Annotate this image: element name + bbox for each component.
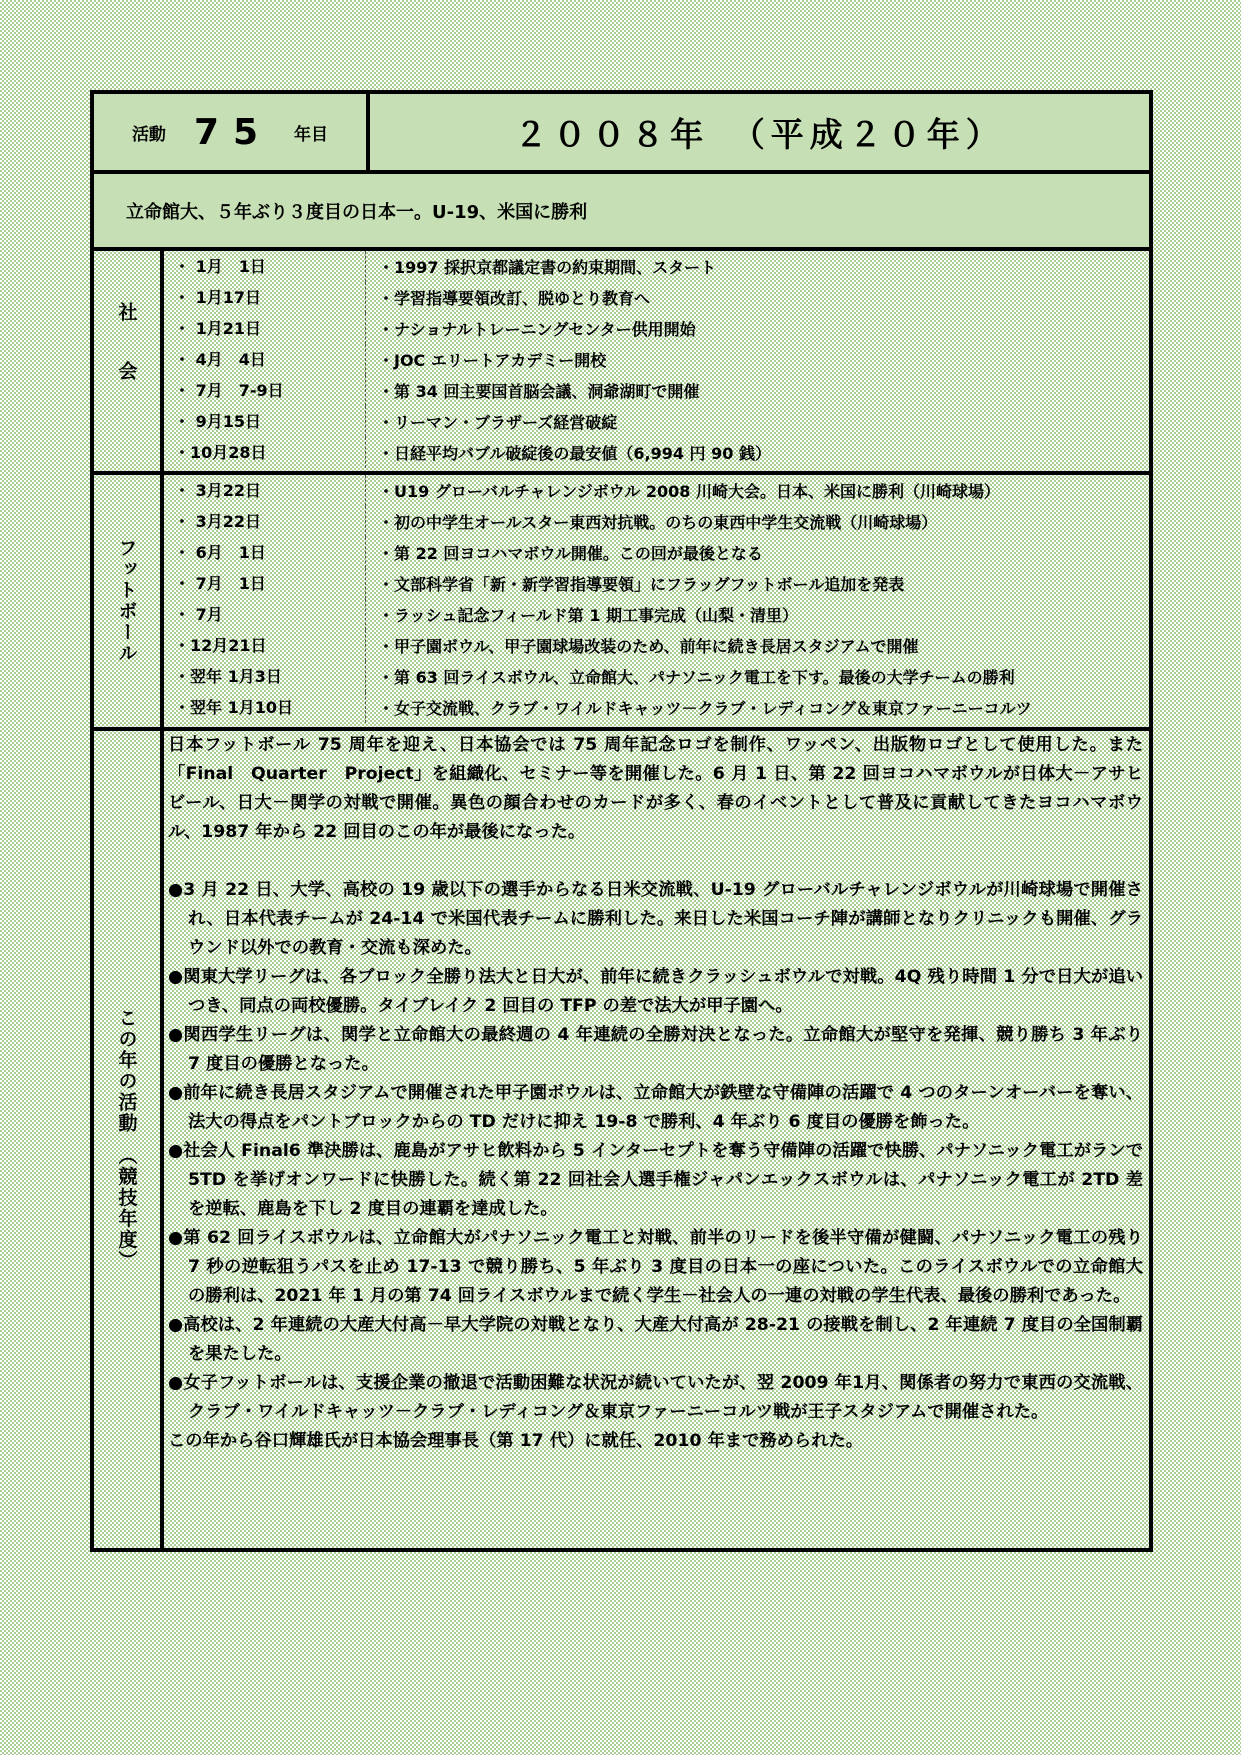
event-date: ・ 1月17日 [164,282,366,313]
event-date: ・ 7月 1日 [164,568,366,599]
event-description: ・初の中学生オールスター東西対抗戦。のちの東西中学生交流戦（川崎球場） [378,513,938,532]
society-label [94,251,164,471]
event-description: ・ラッシュ記念フィールド第 1 期工事完成（山梨・清里） [378,606,799,625]
event-description: ・ナショナルトレーニングセンター供用開始 [378,320,696,339]
football-rows [164,475,1149,727]
football-event-row [164,568,1149,599]
football-event-row [164,537,1149,568]
activity-body [168,731,1143,1548]
activity-suffix: 年目 [294,124,329,145]
activity-closing: この年から谷口輝雄氏が日本協会理事長（第 17 代）に就任、2010 年まで務められた。 [168,1431,864,1451]
event-date: ・翌年 1月10日 [164,692,366,723]
activity-bullet: ●関西学生リーグは、関学と立命館大の最終週の 4 年連続の全勝対決となった。立命館大が堅守を発揮、競り勝ち 3 年ぶり 7 度目の優勝となった。 [168,1025,1143,1074]
football-label [94,475,164,727]
activity-bullets [168,876,1143,1427]
event-description: ・女子交流戦、クラブ・ワイルドキャッツ－クラブ・レディコング＆東京ファーニーコルツ [378,699,1032,718]
society-event-row [164,313,1149,344]
society-event-row [164,282,1149,313]
activity-section [94,731,1149,1548]
event-description: ・文部科学省「新・新学習指導要領」にフラッグフットボール追加を発表 [378,575,905,594]
football-event-row [164,599,1149,630]
event-date: ・ 7月 7-9日 [164,375,366,406]
event-description: ・JOC エリートアカデミー開校 [378,351,607,370]
society-event-row [164,251,1149,282]
society-label-text: 社会 [115,302,138,420]
activity-bullet: ●高校は、2 年連続の大産大付高－早大学院の対戦となり、大産大付高が 28-21 の接戦を制し、2 年連続 7 度目の全国制覇を果たした。 [168,1315,1143,1364]
society-section [94,251,1149,475]
header [94,94,1149,174]
event-date: ・12月21日 [164,630,366,661]
event-description: ・U19 グローバルチャレンジボウル 2008 川崎大会。日本、米国に勝利（川崎球場） [378,482,1000,501]
headline: 立命館大、５年ぶり３度目の日本一。U-19、米国に勝利 [94,174,1149,251]
activity-bullet: ●社会人 Final6 準決勝は、鹿島がアサヒ飲料から 5 インターセプトを奪う守備陣の活躍で快勝、パナソニック電工がランで 5TD を挙げオンワードに快勝した。続く第 22 回社会人選手権ジャパンエックスボウルは、パナソニック電工が 2TD 差を逆転、鹿島を下し 2 度目の連覇を達成した。 [168,1141,1143,1219]
event-description: ・リーマン・ブラザーズ経営破綻 [378,413,618,432]
event-description: ・第 34 回主要国首脳会議、洞爺湖町で開催 [378,382,700,401]
activity-bullet: ●3 月 22 日、大学、高校の 19 歳以下の選手からなる日米交流戦、U-19 グローバルチャレンジボウルが川崎球場で開催され、日本代表チームが 24-14 で米国代表チームに勝利した。来日した米国コーチ陣が講師となりクリニックも開催、グラウンド以外での教育・交流も深めた。 [168,880,1143,958]
yearbook-page [90,90,1153,1552]
activity-intro: 日本フットボール 75 周年を迎え、日本協会では 75 周年記念ロゴを制作、ワッペン、出版物ロゴとして使用した。また「Final Quarter Project」を組織化、セミナー等を開催した。6 月 1 日、第 22 回ヨコハマボウルが日体大－アサヒビール、日大－関学の対戦で開催。異色の顔合わせのカードが多く、春のイベントとして普及に貢献してきたヨコハマボウル、1987 年から 22 回目のこの年が最後になった。 [168,735,1143,842]
football-label-text: フットボール [115,538,138,664]
activity-label-text: この年の活動 （競技年度） [115,1007,138,1272]
event-date: ・ 7月 [164,599,366,630]
society-event-row [164,437,1149,468]
event-description: ・甲子園ボウル、甲子園球場改装のため、前年に続き長居スタジアムで開催 [378,637,919,656]
football-section [94,475,1149,731]
event-date: ・ 3月22日 [164,475,366,506]
society-rows [164,251,1149,471]
event-date: ・翌年 1月3日 [164,661,366,692]
football-event-row [164,692,1149,723]
event-description: ・日経平均バブル破綻後の最安値（6,994 円 90 銭） [378,444,771,463]
spacer [168,847,1143,876]
activity-bullet: ●関東大学リーグは、各ブロック全勝り法大と日大が、前年に続きクラッシュボウルで対戦。4Q 残り時間 1 分で日大が追いつき、同点の両校優勝。タイブレイク 2 回目の TFP の差で法大が甲子園へ。 [168,967,1143,1016]
event-date: ・10月28日 [164,437,366,468]
society-event-row [164,344,1149,375]
event-description: ・1997 採択京都議定書の約束期間、スタート [378,258,717,277]
event-date: ・ 9月15日 [164,406,366,437]
activity-prefix: 活動 [131,124,166,145]
year-title: ２００８年 （平成２０年） [514,114,1005,154]
football-event-row [164,506,1149,537]
event-description: ・学習指導要領改訂、脱ゆとり教育へ [378,289,651,308]
event-description: ・第 22 回ヨコハマボウル開催。この回が最後となる [378,544,763,563]
football-event-row [164,661,1149,692]
activity-number: 75 [193,111,273,153]
society-event-row [164,406,1149,437]
football-event-row [164,475,1149,506]
football-event-row [164,630,1149,661]
activity-year-box [94,94,370,170]
activity-bullet: ●前年に続き長居スタジアムで開催された甲子園ボウルは、立命館大が鉄壁な守備陣の活躍で 4 つのターンオーバーを奪い、法大の得点をパントブロックからの TD だけに抑え 19-8 で勝利、4 年ぶり 6 度目の優勝を飾った。 [168,1083,1143,1132]
event-date: ・ 6月 1日 [164,537,366,568]
activity-bullet: ●第 62 回ライスボウルは、立命館大がパナソニック電工と対戦、前半のリードを後半守備が健闘、パナソニック電工の残り 7 秒の逆転狙うパスを止め 17-13 で競り勝ち、5 年ぶり 3 度目の日本一の座についた。このライスボウルでの立命館大の勝利は、2021 年 1 月の第 74 回ライスボウルまで続く学生－社会人の一連の対戦の学生代表、最後の勝利であった。 [168,1228,1143,1306]
activity-bullet: ●女子フットボールは、支援企業の撤退で活動困難な状況が続いていたが、翌 2009 年1月、関係者の努力で東西の交流戦、クラブ・ワイルドキャッツ－クラブ・レディコング＆東京ファーニーコルツ戦が王子スタジアムで開催された。 [168,1373,1143,1422]
society-event-row [164,375,1149,406]
event-date: ・ 1月 1日 [164,251,366,282]
activity-label [94,731,164,1548]
event-date: ・ 4月 4日 [164,344,366,375]
event-date: ・ 1月21日 [164,313,366,344]
event-date: ・ 3月22日 [164,506,366,537]
event-description: ・第 63 回ライスボウル、立命館大、パナソニック電工を下す。最後の大学チームの勝利 [378,668,1015,687]
